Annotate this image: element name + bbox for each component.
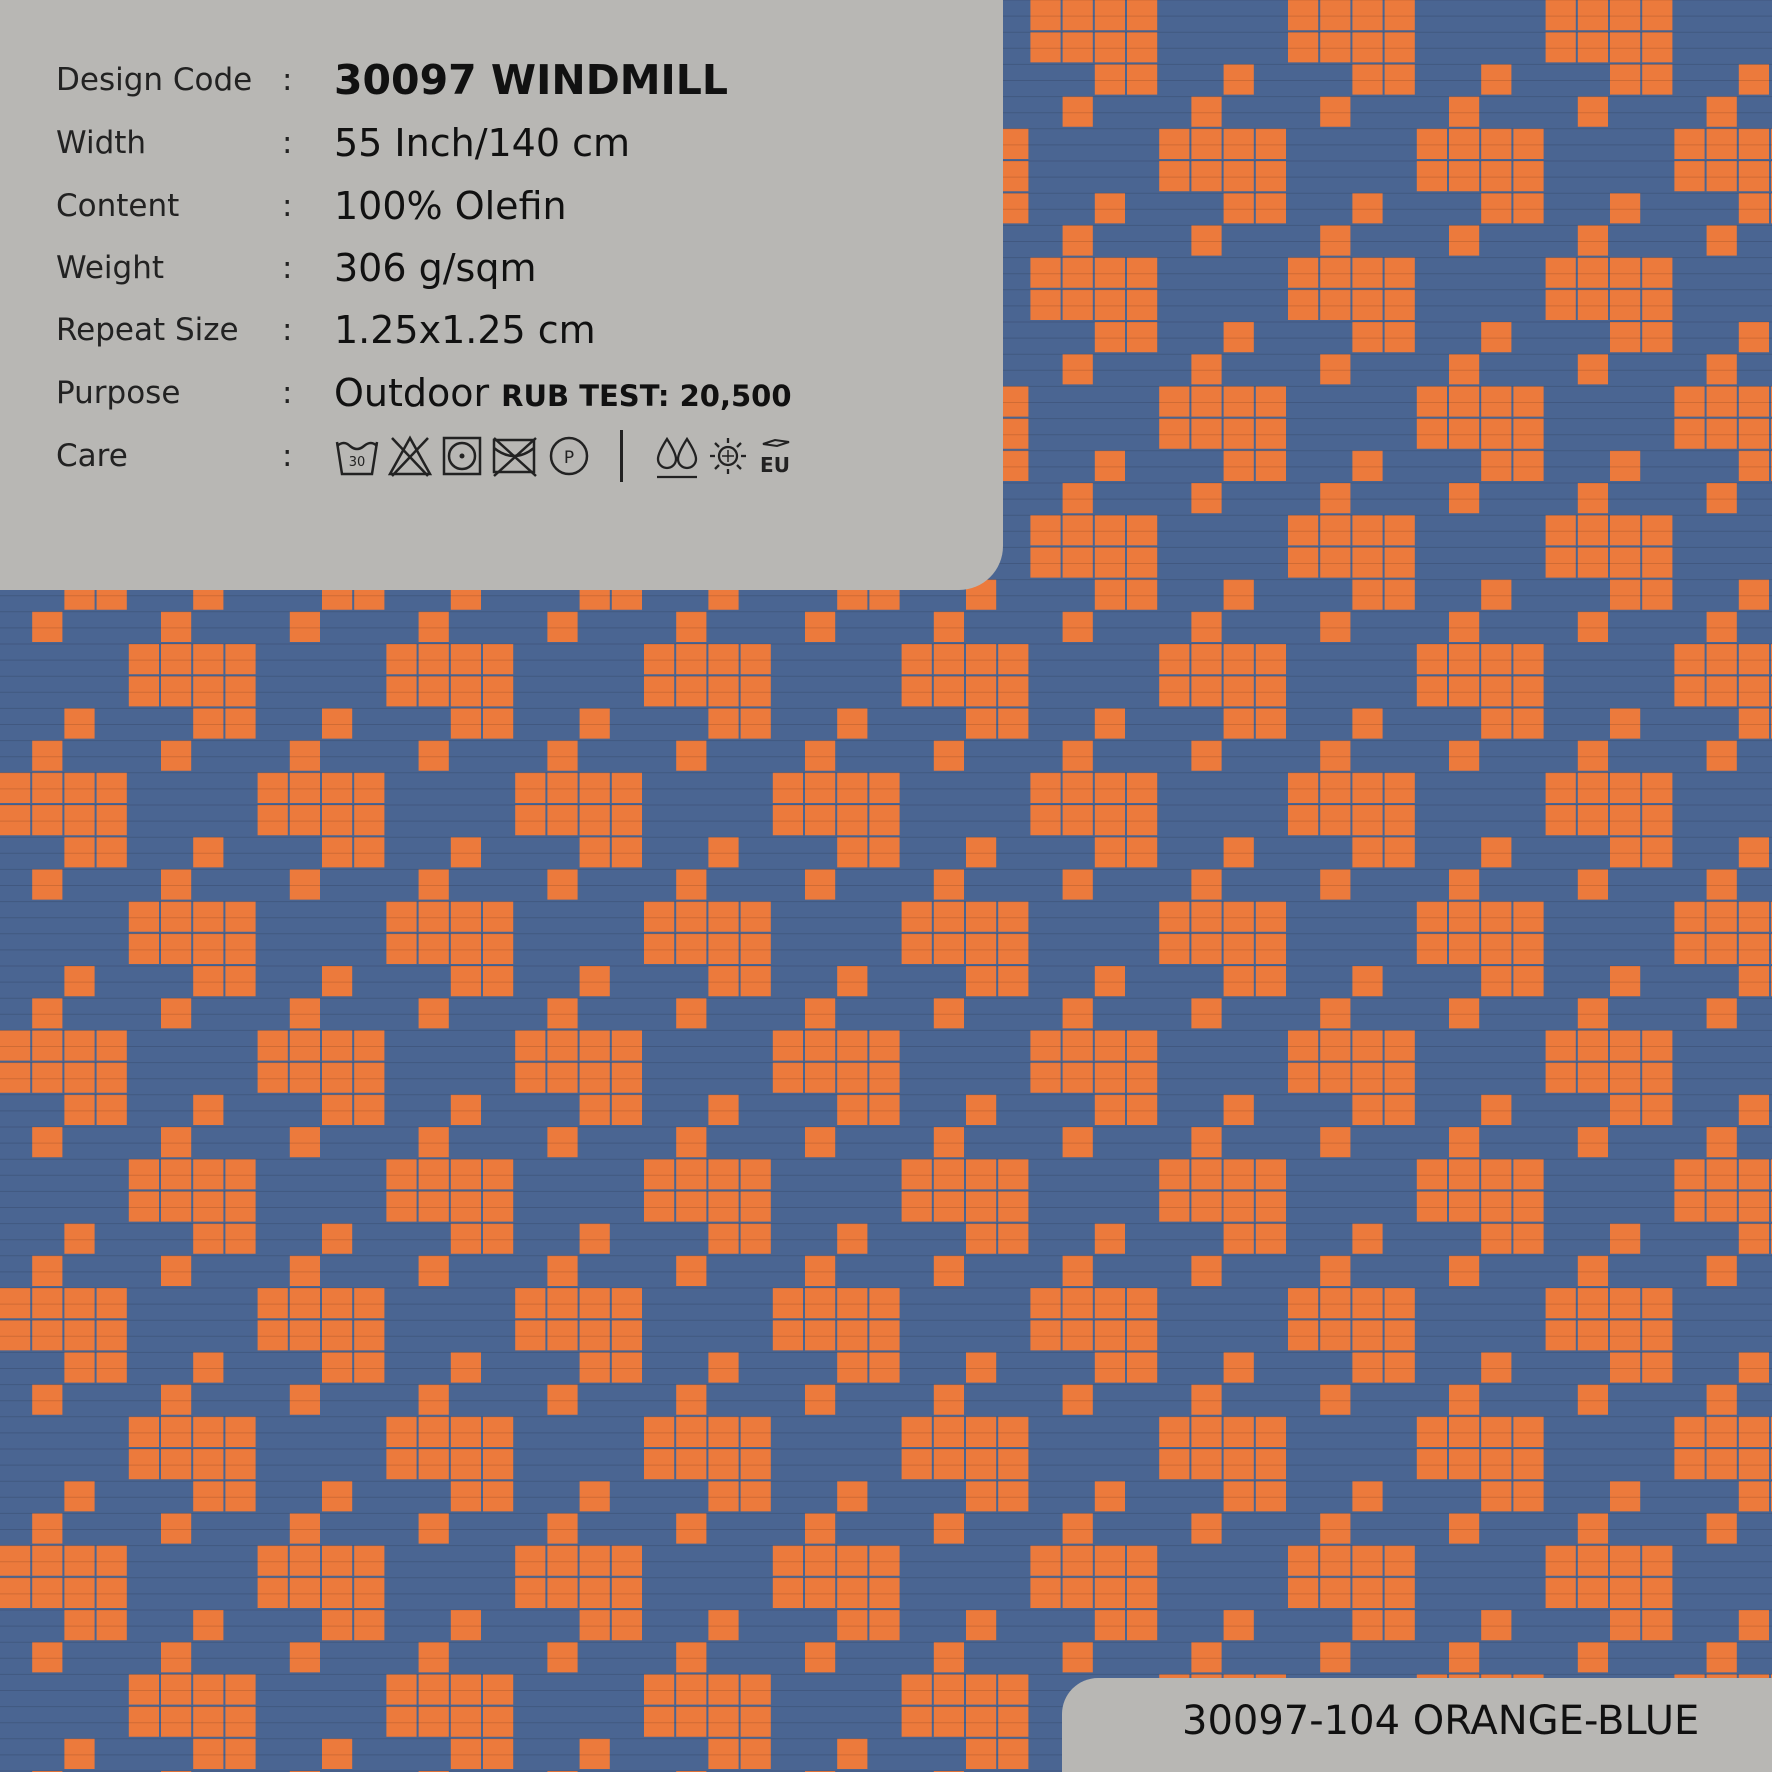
row-width (56, 115, 630, 171)
label-content: Content (56, 188, 180, 224)
dryclean-letter: P (563, 448, 575, 468)
label-care: Care (56, 438, 128, 474)
row-weight (56, 240, 536, 296)
separator: : (282, 312, 293, 348)
repeat-size-value: 1.25x1.25 cm (334, 308, 596, 352)
width-value: 55 Inch/140 cm (334, 121, 631, 165)
separator: : (282, 438, 293, 474)
label-purpose: Purpose (56, 375, 181, 411)
purpose-value (334, 371, 792, 415)
label-width: Width (56, 125, 147, 161)
no-bleach-icon (386, 434, 434, 478)
water-repellent-icon (653, 431, 701, 481)
rub-test: RUB TEST: 20,500 (501, 379, 792, 413)
eu-mark: EU (760, 453, 790, 477)
separator: : (282, 375, 293, 411)
row-content (56, 178, 567, 234)
row-design-code (56, 52, 728, 108)
row-purpose (56, 365, 792, 421)
purpose-text: Outdoor (334, 371, 490, 415)
weight-value: 306 g/sqm (334, 246, 537, 290)
care-divider (620, 430, 623, 482)
design-code-value: 30097 WINDMILL (334, 56, 729, 104)
wash-30-icon (334, 434, 380, 478)
spec-card (0, 0, 1003, 590)
content-value: 100% Olefin (334, 184, 567, 228)
dryclean-p-icon (546, 434, 592, 478)
label-repeat-size: Repeat Size (56, 312, 239, 348)
label-design-code: Design Code (56, 62, 253, 98)
separator: : (282, 125, 293, 161)
tumble-dry-icon (440, 434, 484, 478)
care-icons (334, 430, 797, 482)
row-repeat-size (56, 302, 596, 358)
separator: : (282, 62, 293, 98)
row-care (56, 428, 797, 484)
wash-temp: 30 (348, 455, 366, 470)
eu-certified-icon (755, 434, 797, 478)
uv-resistant-icon (707, 434, 749, 478)
separator: : (282, 250, 293, 286)
color-code-tag (1062, 1678, 1772, 1772)
label-weight: Weight (56, 250, 165, 286)
separator: : (282, 188, 293, 224)
color-code: 30097-104 ORANGE-BLUE (1182, 1698, 1700, 1744)
no-iron-icon (490, 434, 540, 478)
